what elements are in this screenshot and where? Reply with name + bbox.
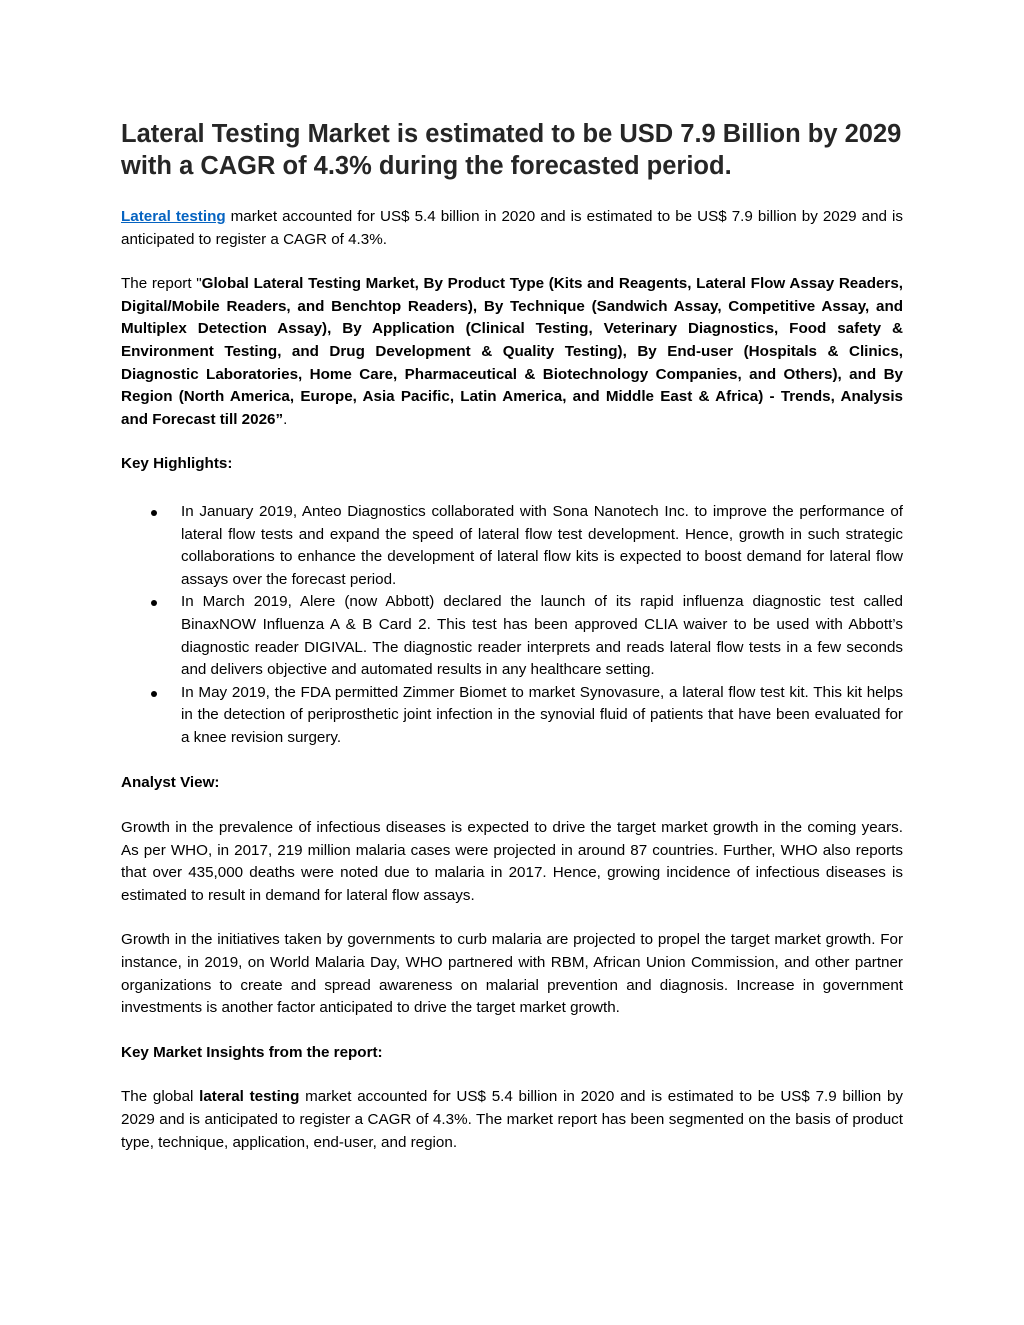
insights-bold: lateral testing: [199, 1088, 300, 1106]
bullet-icon: [151, 600, 157, 606]
key-highlights-heading: Key Highlights:: [121, 455, 233, 473]
list-item-text: In January 2019, Anteo Diagnostics collaborated with Sona Nanotech Inc. to improve the performance of lateral flow tests and expand the speed of lateral flow test development. Hence, growth in such strategic collaborations to enhance the development of lateral flow kits is expected to boost demand for lateral flow assays over the forecast period.: [181, 502, 903, 588]
list-item-text: In May 2019, the FDA permitted Zimmer Biomet to market Synovasure, a lateral flow test kit. This kit helps in the detection of periprosthetic joint infection in the synovial fluid of patients that have been evaluated for a knee revision surgery.: [181, 683, 903, 746]
document-page: [121, 118, 903, 1154]
key-highlights-list: [121, 501, 903, 750]
bullet-icon: [151, 510, 157, 516]
insights-text: market accounted for US$ 5.4 billion in 2020 and is estimated to be US$ 7.9 billion by 2029 and is anticipated to register a CAGR of 4.3%. The market report has been segmented on the basis of product type, technique, application, end-user, and region.: [121, 1088, 903, 1151]
report-suffix: .: [283, 410, 288, 428]
report-prefix: The report ": [121, 275, 202, 293]
list-item: [121, 682, 903, 750]
analyst-paragraph-2: Growth in the initiatives taken by governments to curb malaria are projected to propel the target market growth. For instance, in 2019, on World Malaria Day, WHO partnered with RBM, African Union Commission, and other partner organizations to create and spread awareness on malarial prevention and diagnosis. Increase in government investments is another factor anticipated to drive the target market growth.: [121, 931, 903, 1017]
intro-text: market accounted for US$ 5.4 billion in 2020 and is estimated to be US$ 7.9 billion by 2029 and is anticipated to register a CAGR of 4.3%.: [121, 208, 903, 248]
report-title: Global Lateral Testing Market, By Product Type (Kits and Reagents, Lateral Flow Assay Readers, Digital/Mobile Readers, and Benchtop Readers), By Technique (Sandwich Assay, Competitive Assay, and Multiplex Detection Assay), By Application (Clinical Testing, Veterinary Diagnostics, Food safety & Environment Testing, and Drug Development & Quality Testing), By End-user (Hospitals & Clinics, Diagnostic Laboratories, Home Care, Pharmaceutical & Biotechnology Companies, and Others), and By Region (North America, Europe, Asia Pacific, Latin America, and Middle East & Africa) - Trends, Analysis and Forecast till 2026”: [121, 275, 903, 428]
lateral-testing-link[interactable]: Lateral testing: [121, 208, 226, 225]
list-item: [121, 501, 903, 591]
market-insights-paragraph: [121, 1086, 903, 1154]
insights-prefix: The global: [121, 1088, 200, 1106]
analyst-view-heading: Analyst View:: [121, 774, 220, 792]
list-item-text: In March 2019, Alere (now Abbott) declared the launch of its rapid influenza diagnostic test called BinaxNOW Influenza A & B Card 2. This test has been approved CLIA waiver to be used with Abbott’s diagnostic reader DIGIVAL. The diagnostic reader interprets and reads lateral flow tests in a few seconds and delivers objective and automated results in any healthcare setting.: [181, 593, 903, 679]
document-title: Lateral Testing Market is estimated to be USD 7.9 Billion by 2029 with a CAGR of 4.3% during the forecasted period.: [121, 120, 902, 180]
report-paragraph: [121, 273, 903, 431]
market-insights-heading: Key Market Insights from the report:: [121, 1043, 383, 1061]
analyst-paragraph-1: Growth in the prevalence of infectious diseases is expected to drive the target market growth in the coming years. As per WHO, in 2017, 219 million malaria cases were projected in around 87 countries. Further, WHO also reports that over 435,000 deaths were noted due to malaria in 2017. Hence, growing incidence of infectious diseases is estimated to result in demand for lateral flow assays.: [121, 819, 903, 904]
intro-paragraph: [121, 206, 903, 251]
bullet-icon: [151, 691, 157, 697]
list-item: [121, 591, 903, 681]
